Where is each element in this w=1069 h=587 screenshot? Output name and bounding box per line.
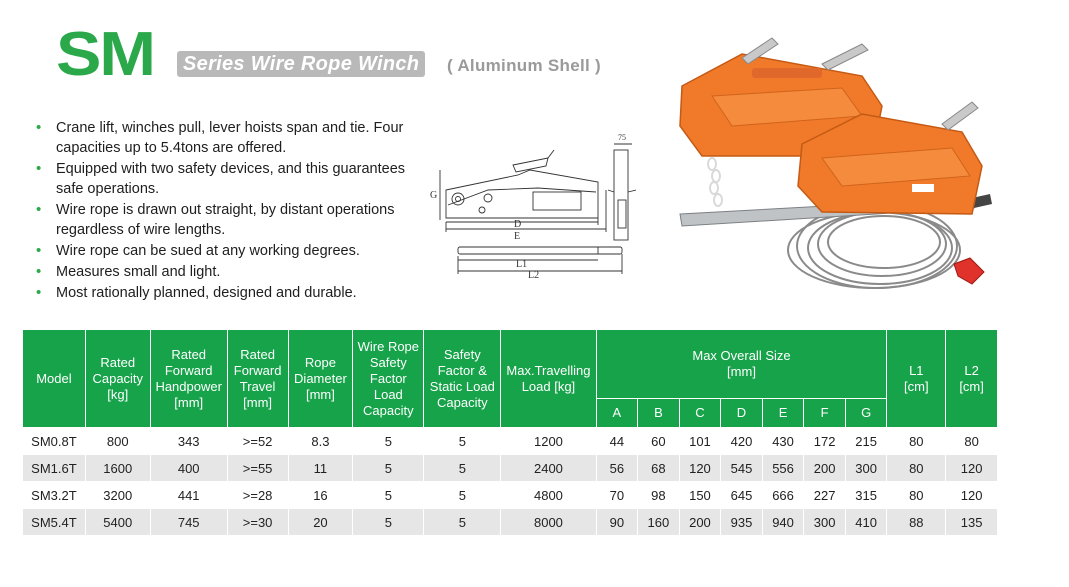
table-cell: 135 (946, 509, 998, 536)
shell-material-note: ( Aluminum Shell ) (447, 56, 601, 75)
table-cell: 70 (596, 482, 638, 509)
table-cell: >=28 (227, 482, 288, 509)
table-cell: 300 (804, 509, 846, 536)
dim-label-l2: L2 (528, 270, 540, 281)
table-cell: 800 (85, 428, 150, 455)
table-cell: 5 (353, 482, 424, 509)
table-cell: 80 (887, 455, 946, 482)
table-cell: 645 (721, 482, 763, 509)
table-cell: 300 (845, 455, 887, 482)
table-cell: 80 (946, 428, 998, 455)
table-cell: 410 (845, 509, 887, 536)
table-cell: 5 (353, 428, 424, 455)
spec-table-body (23, 428, 998, 536)
table-cell: 1600 (85, 455, 150, 482)
series-subtitle-banner (177, 51, 425, 77)
table-cell: 11 (288, 455, 353, 482)
table-cell: 315 (845, 482, 887, 509)
table-row (23, 428, 998, 455)
table-cell: 160 (638, 509, 680, 536)
table-cell: >=30 (227, 509, 288, 536)
table-cell: 98 (638, 482, 680, 509)
table-cell: 172 (804, 428, 846, 455)
max-overall-size-label: Max Overall Size (692, 348, 791, 363)
col-max-travelling-load: Max.Travelling Load [kg] (501, 330, 596, 428)
col-max-overall-size (596, 330, 887, 399)
col-dim-g: G (845, 399, 887, 428)
l2-label: L2 (964, 362, 979, 378)
table-cell: 430 (762, 428, 804, 455)
table-cell: 227 (804, 482, 846, 509)
table-cell: 90 (596, 509, 638, 536)
feature-item: • Wire rope is drawn out straight, by distant operations regardless of wire lengths. (34, 200, 414, 240)
table-row (23, 482, 998, 509)
col-dim-b: B (638, 399, 680, 428)
table-cell: 200 (804, 455, 846, 482)
col-model: Model (23, 330, 86, 428)
feature-item: • Measures small and light. (34, 262, 414, 282)
col-dim-a: A (596, 399, 638, 428)
col-rope-diameter: Rope Diameter [mm] (288, 330, 353, 428)
table-cell: 88 (887, 509, 946, 536)
table-cell: 5 (353, 455, 424, 482)
col-l2 (946, 330, 998, 428)
col-safety-factor: Safety Factor & Static Load Capacity (424, 330, 501, 428)
table-cell: 5 (424, 455, 501, 482)
table-cell: SM3.2T (23, 482, 86, 509)
series-logo: SM (56, 20, 154, 89)
table-cell: 940 (762, 509, 804, 536)
table-cell: 5 (424, 482, 501, 509)
table-cell: 545 (721, 455, 763, 482)
table-cell: 8000 (501, 509, 596, 536)
feature-list (34, 118, 414, 304)
table-cell: 5 (424, 428, 501, 455)
table-cell: 8.3 (288, 428, 353, 455)
table-cell: 343 (150, 428, 227, 455)
table-cell: 215 (845, 428, 887, 455)
table-cell: 556 (762, 455, 804, 482)
table-cell: SM5.4T (23, 509, 86, 536)
spec-table (22, 329, 998, 536)
table-cell: 4800 (501, 482, 596, 509)
table-cell: 120 (946, 482, 998, 509)
max-overall-size-unit: [mm] (727, 364, 756, 379)
col-rated-forward-travel: Rated Forward Travel [mm] (227, 330, 288, 428)
dim-label-l1: L1 (516, 259, 528, 270)
table-cell: 80 (887, 482, 946, 509)
table-row (23, 509, 998, 536)
table-cell: 420 (721, 428, 763, 455)
table-cell: 745 (150, 509, 227, 536)
wire-rope-winch-image (672, 36, 1012, 292)
table-cell: 5 (353, 509, 424, 536)
table-cell: SM0.8T (23, 428, 86, 455)
feature-item: • Wire rope can be sued at any working degrees. (34, 241, 414, 261)
table-cell: 3200 (85, 482, 150, 509)
col-dim-c: C (679, 399, 721, 428)
dim-label-e: E (514, 231, 521, 242)
table-cell: SM1.6T (23, 455, 86, 482)
dim-label-side: 75 (618, 133, 626, 142)
col-dim-f: F (804, 399, 846, 428)
table-cell: 120 (679, 455, 721, 482)
table-cell: 441 (150, 482, 227, 509)
feature-item: • Crane lift, winches pull, lever hoists span and tie. Four capacities up to 5.4tons are offered. (34, 118, 414, 158)
table-cell: 44 (596, 428, 638, 455)
feature-item: • Most rationally planned, designed and durable. (34, 283, 414, 303)
series-subtitle: Series Wire Rope Winch (183, 52, 420, 75)
col-wire-rope-safety: Wire Rope Safety Factor Load Capacity (353, 330, 424, 428)
col-l1 (887, 330, 946, 428)
table-cell: 5400 (85, 509, 150, 536)
table-cell: 80 (887, 428, 946, 455)
dim-label-d: D (514, 219, 522, 230)
table-cell: 666 (762, 482, 804, 509)
feature-item: • Equipped with two safety devices, and this guarantees safe operations. (34, 159, 414, 199)
table-cell: 68 (638, 455, 680, 482)
table-cell: 200 (679, 509, 721, 536)
l1-unit: [cm] (904, 378, 929, 394)
table-cell: >=52 (227, 428, 288, 455)
table-cell: 16 (288, 482, 353, 509)
table-cell: 935 (721, 509, 763, 536)
l2-unit: [cm] (959, 378, 984, 394)
dimension-drawing (418, 130, 648, 290)
table-cell: 120 (946, 455, 998, 482)
table-cell: 60 (638, 428, 680, 455)
col-rated-capacity: Rated Capacity [kg] (85, 330, 150, 428)
table-cell: 150 (679, 482, 721, 509)
table-cell: 2400 (501, 455, 596, 482)
col-dim-e: E (762, 399, 804, 428)
col-rated-forward-handpower: Rated Forward Handpower [mm] (150, 330, 227, 428)
table-cell: 101 (679, 428, 721, 455)
table-cell: 400 (150, 455, 227, 482)
dim-label-g: G (430, 190, 438, 201)
col-dim-d: D (721, 399, 763, 428)
table-cell: >=55 (227, 455, 288, 482)
table-cell: 5 (424, 509, 501, 536)
table-cell: 1200 (501, 428, 596, 455)
table-cell: 20 (288, 509, 353, 536)
table-cell: 56 (596, 455, 638, 482)
table-row (23, 455, 998, 482)
l1-label: L1 (909, 362, 924, 378)
